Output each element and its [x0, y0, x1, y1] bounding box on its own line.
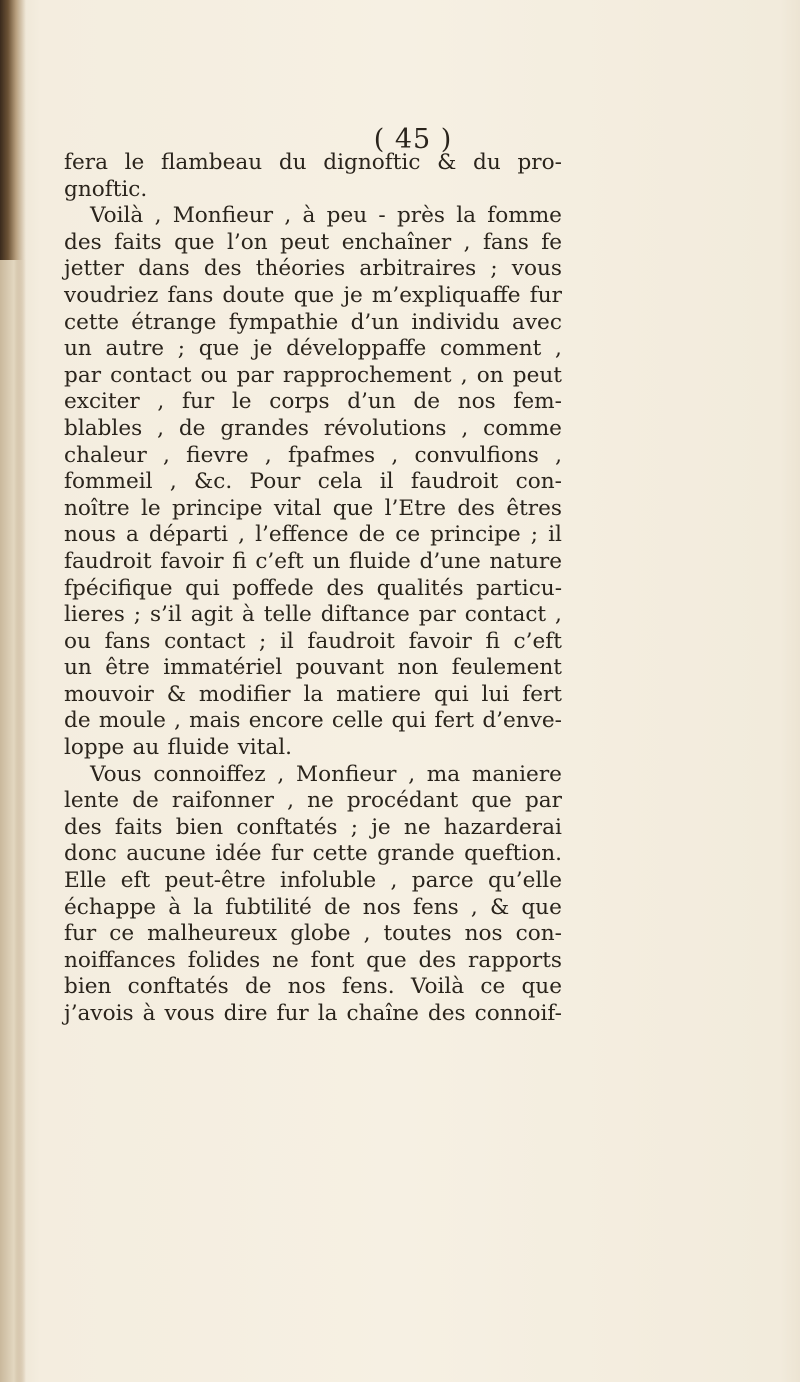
- text-line: noître le principe vital que l’Etre des êtres: [64, 495, 562, 521]
- text-line: lente de raifonner , ne procédant que par: [64, 788, 562, 814]
- page-number: ( 45 ): [373, 124, 453, 155]
- text-line: fera le flambeau du dignoftic & du pro-: [64, 150, 562, 175]
- text-line: fur ce malheureux globe , toutes nos con-: [64, 921, 562, 947]
- text-line: loppe au fluide vital.: [64, 735, 293, 761]
- text-line: blables , de grandes révolutions , comme: [64, 415, 562, 441]
- text-line: noiffances folides ne font que des rapports: [64, 947, 562, 973]
- text-line: Vous connoiffez , Monfieur , ma maniere: [90, 761, 562, 787]
- text-line: mouvoir & modifier la matiere qui lui fert: [64, 681, 562, 707]
- text-line: un autre ; que je développaffe comment ,: [64, 336, 562, 362]
- text-line: bien conftatés de nos fens. Voilà ce que: [64, 974, 562, 1000]
- text-line: gnoftic.: [64, 176, 148, 202]
- text-line: jetter dans des théories arbitraires ; vous: [64, 256, 562, 282]
- text-line: exciter , fur le corps d’un de nos fem-: [64, 389, 562, 415]
- book-spine-shadow: [0, 0, 26, 1382]
- text-line: des faits bien conftatés ; je ne hazarderai: [64, 814, 562, 840]
- text-line: faudroit favoir fi c’eft un fluide d’une nature: [64, 548, 562, 574]
- page-body-text: [64, 150, 562, 1028]
- text-line: échappe à la fubtilité de nos fens , & que: [64, 894, 562, 920]
- text-line: voudriez fans doute que je m’expliquaffe fur: [64, 282, 562, 308]
- text-line: lieres ; s’il agit à telle diftance par contact ,: [64, 602, 562, 628]
- text-line: de moule , mais encore celle qui fert d’enve-: [64, 708, 562, 734]
- text-line: un être immatériel pouvant non feulement: [64, 655, 562, 681]
- text-line: cette étrange fympathie d’un individu avec: [64, 309, 562, 335]
- text-line: chaleur , fievre , fpafmes , convulfions ,: [64, 442, 562, 468]
- text-line: ou fans contact ; il faudroit favoir fi c’eft: [64, 628, 562, 654]
- text-line: j’avois à vous dire fur la chaîne des connoif-: [64, 1001, 562, 1026]
- text-line: donc aucune idée fur cette grande queftion.: [64, 841, 562, 867]
- text-line: par contact ou par rapprochement , on peut: [64, 362, 562, 388]
- text-line: Voilà , Monfieur , à peu - près la fomme: [90, 203, 562, 229]
- text-line: des faits que l’on peut enchaîner , fans fe: [64, 229, 562, 255]
- text-line: fpécifique qui poffede des qualités particu-: [64, 575, 562, 601]
- text-line: nous a départi , l’effence de ce principe ; il: [64, 522, 562, 548]
- text-line: fommeil , &c. Pour cela il faudroit con-: [64, 469, 562, 495]
- text-line: Elle eft peut-être infoluble , parce qu’elle: [64, 868, 562, 894]
